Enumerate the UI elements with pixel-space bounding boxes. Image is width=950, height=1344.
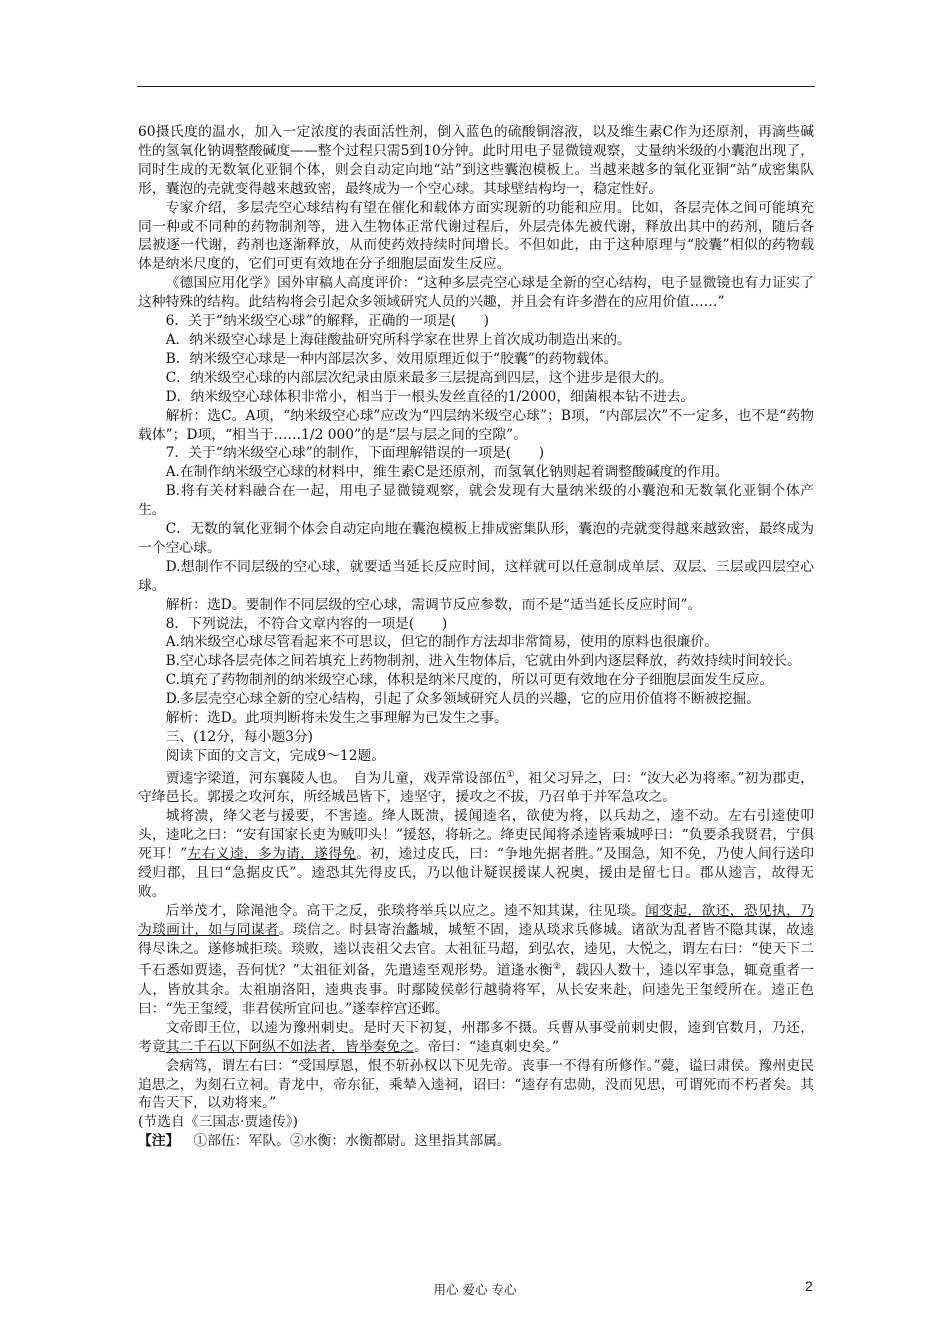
header-rule [137,86,815,87]
paragraph: 7．关于“纳米级空心球”的制作，下面理解错误的一项是( ) [165,445,545,462]
footnote-marker-1: ① [506,769,515,780]
paragraph: C.填充了药物制剂的纳米级空心球，体积是纳米尺度的，所以可更有效地在分子细胞层面发生反应。 [165,672,774,689]
classical-paragraph-3 [138,902,814,1019]
text-run: 后举茂才，除渑池令。高干之反，张琰将举兵以应之。逵不知其谋，往见琰。 [165,902,646,919]
page-number: 2 [805,1278,813,1294]
body-text [138,123,814,1151]
paragraph: 三、(12分，每小题3分) [165,729,314,745]
text-run: 。琰信之。时县寄治蠡城，城堑不固，逵从琰求兵修城。诸欲为乱者皆不隐其谋，故逵得尽诛之。遂修城拒琰。琰败，逵以丧祖父去官。太祖征马超，到弘农，逵见，大悦之，谓左右曰：“使天下二千石悉如贾逵，吾何忧？”太祖征刘备，先遣逵至观形势。道逢水衡 [138,921,815,980]
paragraph: B．纳米级空心球是一种内部层次多、效用原理近似于“胶囊”的药物载体。 [165,350,618,367]
paragraph: 阅读下面的文言文，完成9～12题。 [165,747,386,764]
paragraph: D.想制作不同层级的空心球，就要适当延长反应时间，这样就可以任意制成单层、双层、三层或四层空心球。 [138,558,814,594]
paragraph: A．纳米级空心球是上海硅酸盐研究所科学家在世界上首次成功制造出来的。 [165,331,631,348]
classical-paragraph-2 [138,807,814,902]
classical-paragraph-5: 会病笃，谓左右曰：“受国厚恩，恨不斩孙权以下见先帝。丧事一不得有所修作。”薨，谥曰肃侯。豫州吏民追思之，为刻石立祠。青龙中，帝东征，乘辇入逵祠，诏曰：“逵存有忠勋，没而见思，可谓死而不朽者矣。其布告天下，以劝将来。” [138,1057,814,1112]
paragraph: 6．关于“纳米级空心球”的解释，正确的一项是( ) [165,313,489,330]
underlined-sentence: 闻变起，欲还，恐见执，乃为琰画计，如与同谋者 [138,902,815,938]
text-run: ，载囚人数十，逵以军事急，辄竟重者一人，皆放其余。太祖崩洛阳，逵典丧事。时鄢陵侯彰行越骑将军，从长安来赴，问逵先王玺绶所在。逵正色曰：“先王玺绶，非君侯所宜问也。”遂奉梓宫还邺。 [138,963,814,1017]
paragraph: 《德国应用化学》国外审稿人高度评价：“这种多层壳空心球是全新的空心结构，电子显微镜也有力证实了这种特殊的结构。此结构将会引起众多领域研究人员的兴趣，并且会有许多潜在的应用价值……” [138,275,814,311]
text-run: 。初，逵过皮氏，曰：“争地先据者胜。”及围急，知不免，乃使人间行送印绶归郡，且曰“急据皮氏”。逵恐其先得皮氏，乃以他计疑误援谋人祝奥，援由是留七日。郡从逵言，故得无败。 [138,846,814,900]
text-run: 城将溃，绛父老与援要，不害逵。绛人既溃，援闻逵名，欲使为将，以兵劫之，逵不动。左右引逵使叩头，逵叱之曰：“安有国家长吏为贼叩头！”援怒，将斩之。绛吏民闻将杀逵皆乘城呼曰：“负要杀我贤君，宁俱死耳！” [138,808,814,863]
source-citation: (节选自《三国志·贾逵传》) [138,1114,299,1131]
paragraph: D.多层壳空心球全新的空心结构，引起了众多领域研究人员的兴趣，它的应用价值将不断被挖掘。 [165,691,761,708]
classical-paragraph-1 [138,766,814,807]
text-run: ，祖父习异之，曰：“汝大必为将率。”初为郡吏，守绛邑长。郭援之攻河东，所经城邑皆下，逵坚守，援攻之不拔，乃召单于并军急攻之。 [138,770,814,806]
paragraph: 8．下列说法，不符合文章内容的一项是( ) [165,615,448,632]
paragraph: 解析：选D。要制作不同层级的空心球，需调节反应参数，而不是“适当延长反应时间”。 [165,596,702,613]
paragraph: 解析：选D。此项判断将未发生之事理解为已发生之事。 [165,710,508,727]
text-run: 贾逵字梁道，河东襄陵人也。 自为儿童，戏弄常设部伍 [165,770,507,787]
paragraph: A.纳米级空心球尽管看起来不可思议，但它的制作方法却非常简易，使用的原料也很廉价。 [165,634,719,651]
underlined-sentence: 左右义逵，多为请，遂得免 [187,846,357,863]
modern-section [138,123,814,766]
footnote-marker-2: ② [552,962,562,973]
text-run: 。帝曰：“逵真刺史矣。” [413,1038,560,1055]
underlined-sentence: 其二千石以下阿纵不如法者，皆举奏免之 [165,1038,414,1055]
paragraph: A.在制作纳米级空心球的材料中，维生素C是还原剂，而氢氧化钠则起着调整酸碱度的作用。 [165,464,729,481]
paragraph: B.空心球各层壳体之间若填充上药物制剂，进入生物体后，它就由外到内逐层释放，药效持续时间较长。 [165,653,801,670]
paragraph: 60摄氏度的温水，加入一定浓度的表面活性剂，倒入蓝色的硫酸铜溶液，以及维生素C作为还原剂，再滴些碱性的氢氧化钠调整酸碱度——整个过程只需5到10分钟。此时用电子显微镜观察，丈量纳米级的小囊泡出现了，同时生成的无数氧化亚铜个体，则会自动定向地“站”到这些囊泡模板上。当越来越多的氧化亚铜“站”成密集队形，囊泡的壳就变得越来越致密，最终成为一个空心球。其球壁结构均一，稳定性好。 [138,124,814,197]
paragraph: C．无数的氧化亚铜个体会自动定向地在囊泡模板上排成密集队形，囊泡的壳就变得越来越致密，最终成为一个空心球。 [138,521,814,556]
paragraph: D．纳米级空心球体积非常小，相当于一根头发丝直径的1/2000，细菌根本钻不进去。 [165,388,695,405]
footnote-text: ①部伍：军队。②水衡：水衡都尉。这里指其部属。 [193,1133,511,1150]
footnote-label: 【注】 [138,1133,180,1150]
paragraph: 解析：选C。A项，“纳米级空心球”应改为“四层纳米级空心球”；B项，“内部层次”不一定多，也不是“药物载体”；D项，“相当于……1/2 000”的是“层与层之间的空隙”。 [138,407,814,443]
page-footer: 用心 爱心 专心 [433,1282,517,1297]
paragraph: 专家介绍，多层壳空心球结构有望在催化和载体方面实现新的功能和应用。比如，各层壳体之间可能填充同一种或不同种的药物制剂等，进入生物体正常代谢过程后，外层壳体先被代谢，释放出其中的药剂，随后各层被逐一代谢，药剂也逐渐释放，从而使药效持续时间增长。不但如此，由于这种原理与“胶囊”相似的药物载体是纳米尺度的，它们可更有效地在分子细胞层面发生反应。 [138,199,814,273]
text-run: 文帝即王位，以逵为豫州刺史。是时天下初复，州郡多不摄。兵曹从事受前刺史假，逵到官数月，乃还，考竟 [138,1019,814,1055]
footnote [138,1132,814,1151]
paragraph: C．纳米级空心球的内部层次纪录由原来最多三层提高到四层，这个进步是很大的。 [165,369,673,386]
paragraph: B.将有关材料融合在一起，用电子显微镜观察，就会发现有大量纳米级的小囊泡和无数氧化亚铜个体产生。 [138,483,814,519]
classical-paragraph-4 [138,1019,814,1057]
